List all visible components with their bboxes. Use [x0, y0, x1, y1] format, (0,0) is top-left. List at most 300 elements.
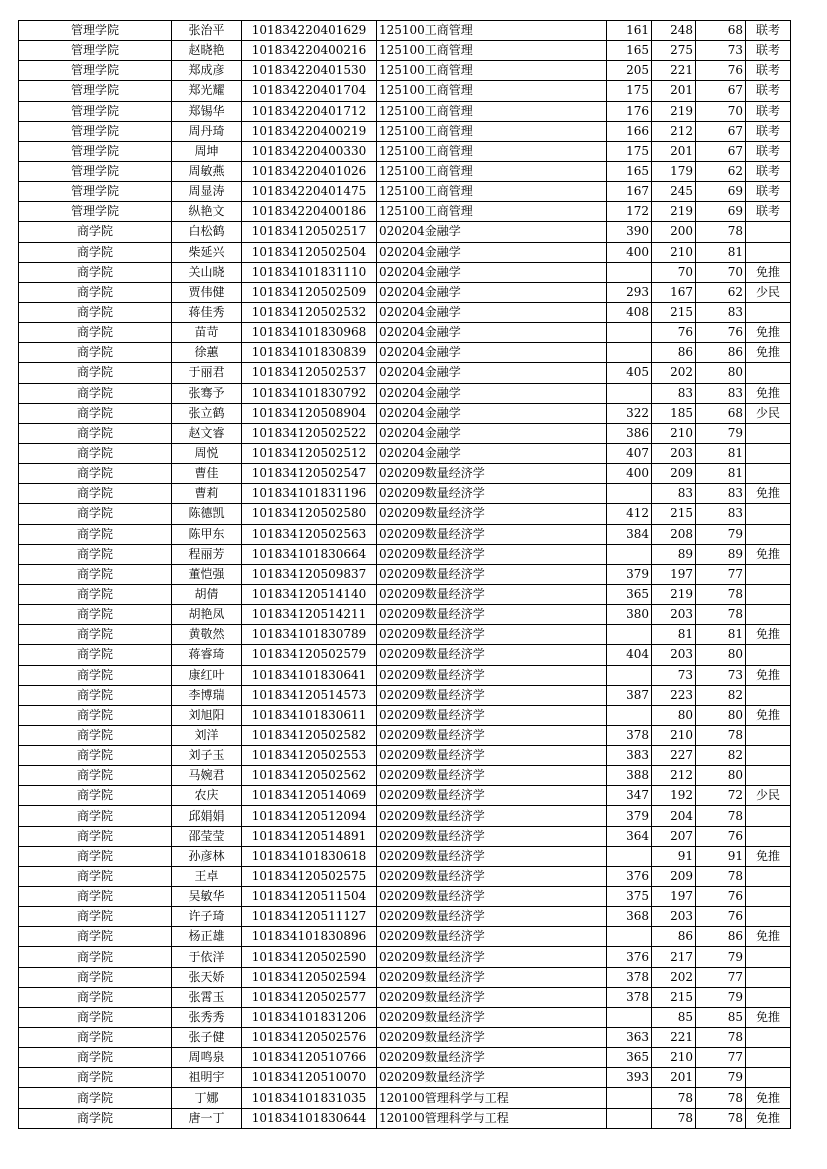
score-a-cell: [607, 705, 652, 725]
exam-id-cell: 101834120502577: [242, 987, 377, 1007]
total-score-cell: 81: [696, 242, 746, 262]
total-score-cell: 70: [696, 262, 746, 282]
table-row: [19, 383, 791, 403]
remark-cell: [746, 443, 791, 463]
exam-id-cell: 101834101831110: [242, 262, 377, 282]
exam-id-cell: 101834101831035: [242, 1088, 377, 1108]
exam-id-cell: 101834120511127: [242, 907, 377, 927]
student-name-cell: 吴敏华: [172, 887, 242, 907]
student-name-cell: 刘旭阳: [172, 705, 242, 725]
student-name-cell: 周悦: [172, 443, 242, 463]
exam-id-cell: 101834101830896: [242, 927, 377, 947]
score-a-cell: 379: [607, 806, 652, 826]
table-row: [19, 484, 791, 504]
student-name-cell: 张天娇: [172, 967, 242, 987]
total-score-cell: 78: [696, 1028, 746, 1048]
remark-cell: 少民: [746, 786, 791, 806]
exam-id-cell: 101834120514211: [242, 605, 377, 625]
total-score-cell: 79: [696, 947, 746, 967]
exam-id-cell: 101834101830618: [242, 846, 377, 866]
major-cell: 020209数量经济学: [377, 927, 607, 947]
exam-id-cell: 101834120502512: [242, 443, 377, 463]
exam-id-cell: 101834220400219: [242, 121, 377, 141]
total-score-cell: 83: [696, 302, 746, 322]
score-b-cell: 85: [652, 1007, 696, 1027]
student-name-cell: 康红叶: [172, 665, 242, 685]
student-name-cell: 邱娟娟: [172, 806, 242, 826]
college-cell: 商学院: [19, 1108, 172, 1128]
college-cell: 商学院: [19, 363, 172, 383]
major-cell: 020209数量经济学: [377, 907, 607, 927]
exam-id-cell: 101834101830792: [242, 383, 377, 403]
table-row: [19, 1068, 791, 1088]
score-b-cell: 215: [652, 302, 696, 322]
major-cell: 125100工商管理: [377, 182, 607, 202]
total-score-cell: 80: [696, 363, 746, 383]
student-name-cell: 刘子玉: [172, 746, 242, 766]
remark-cell: 联考: [746, 101, 791, 121]
remark-cell: 免推: [746, 484, 791, 504]
major-cell: 020209数量经济学: [377, 967, 607, 987]
exam-id-cell: 101834120502580: [242, 504, 377, 524]
major-cell: 125100工商管理: [377, 101, 607, 121]
college-cell: 商学院: [19, 786, 172, 806]
table-row: [19, 403, 791, 423]
table-row: [19, 1028, 791, 1048]
exam-id-cell: 101834120502563: [242, 524, 377, 544]
student-name-cell: 于依洋: [172, 947, 242, 967]
exam-id-cell: 101834120511504: [242, 887, 377, 907]
major-cell: 125100工商管理: [377, 21, 607, 41]
exam-id-cell: 101834120508904: [242, 403, 377, 423]
major-cell: 020204金融学: [377, 443, 607, 463]
score-a-cell: 393: [607, 1068, 652, 1088]
table-row: [19, 302, 791, 322]
admission-table: [18, 20, 791, 1129]
major-cell: 020204金融学: [377, 323, 607, 343]
remark-cell: [746, 302, 791, 322]
score-b-cell: 217: [652, 947, 696, 967]
score-a-cell: [607, 323, 652, 343]
score-a-cell: [607, 343, 652, 363]
exam-id-cell: 101834120502579: [242, 645, 377, 665]
total-score-cell: 70: [696, 101, 746, 121]
total-score-cell: 81: [696, 464, 746, 484]
college-cell: 商学院: [19, 1048, 172, 1068]
total-score-cell: 62: [696, 161, 746, 181]
major-cell: 020209数量经济学: [377, 605, 607, 625]
student-name-cell: 苗苛: [172, 323, 242, 343]
college-cell: 商学院: [19, 685, 172, 705]
remark-cell: [746, 584, 791, 604]
total-score-cell: 81: [696, 625, 746, 645]
remark-cell: 联考: [746, 182, 791, 202]
exam-id-cell: 101834101830839: [242, 343, 377, 363]
score-b-cell: 210: [652, 1048, 696, 1068]
score-a-cell: 376: [607, 947, 652, 967]
remark-cell: 免推: [746, 383, 791, 403]
score-a-cell: 322: [607, 403, 652, 423]
score-b-cell: 78: [652, 1108, 696, 1128]
table-row: [19, 121, 791, 141]
major-cell: 020204金融学: [377, 302, 607, 322]
student-name-cell: 陈德凯: [172, 504, 242, 524]
total-score-cell: 91: [696, 846, 746, 866]
remark-cell: [746, 967, 791, 987]
major-cell: 125100工商管理: [377, 41, 607, 61]
score-a-cell: 383: [607, 746, 652, 766]
table-row: [19, 323, 791, 343]
exam-id-cell: 101834120509837: [242, 564, 377, 584]
score-b-cell: 207: [652, 826, 696, 846]
score-a-cell: 376: [607, 866, 652, 886]
college-cell: 管理学院: [19, 101, 172, 121]
total-score-cell: 83: [696, 383, 746, 403]
major-cell: 020204金融学: [377, 363, 607, 383]
student-name-cell: 于丽君: [172, 363, 242, 383]
score-b-cell: 201: [652, 1068, 696, 1088]
table-row: [19, 504, 791, 524]
exam-id-cell: 101834120502522: [242, 423, 377, 443]
score-a-cell: [607, 484, 652, 504]
exam-id-cell: 101834220401712: [242, 101, 377, 121]
exam-id-cell: 101834220401026: [242, 161, 377, 181]
student-name-cell: 胡艳凤: [172, 605, 242, 625]
college-cell: 商学院: [19, 1028, 172, 1048]
score-b-cell: 204: [652, 806, 696, 826]
table-row: [19, 766, 791, 786]
table-row: [19, 907, 791, 927]
total-score-cell: 68: [696, 21, 746, 41]
student-name-cell: 白松鹤: [172, 222, 242, 242]
table-row: [19, 41, 791, 61]
score-a-cell: 166: [607, 121, 652, 141]
remark-cell: 免推: [746, 625, 791, 645]
major-cell: 125100工商管理: [377, 161, 607, 181]
score-a-cell: 400: [607, 242, 652, 262]
major-cell: 020204金融学: [377, 262, 607, 282]
student-name-cell: 徐蕙: [172, 343, 242, 363]
score-b-cell: 78: [652, 1088, 696, 1108]
student-name-cell: 曹莉: [172, 484, 242, 504]
student-name-cell: 祖明宇: [172, 1068, 242, 1088]
score-b-cell: 81: [652, 625, 696, 645]
table-row: [19, 81, 791, 101]
score-a-cell: 176: [607, 101, 652, 121]
table-row: [19, 443, 791, 463]
total-score-cell: 80: [696, 645, 746, 665]
score-a-cell: 347: [607, 786, 652, 806]
total-score-cell: 76: [696, 907, 746, 927]
score-b-cell: 201: [652, 141, 696, 161]
table-row: [19, 202, 791, 222]
major-cell: 020209数量经济学: [377, 665, 607, 685]
score-a-cell: 365: [607, 1048, 652, 1068]
major-cell: 125100工商管理: [377, 202, 607, 222]
college-cell: 商学院: [19, 947, 172, 967]
score-b-cell: 185: [652, 403, 696, 423]
score-b-cell: 212: [652, 121, 696, 141]
total-score-cell: 77: [696, 1048, 746, 1068]
total-score-cell: 62: [696, 282, 746, 302]
remark-cell: [746, 887, 791, 907]
table-row: [19, 242, 791, 262]
score-a-cell: 175: [607, 81, 652, 101]
remark-cell: 免推: [746, 1088, 791, 1108]
student-name-cell: 唐一丁: [172, 1108, 242, 1128]
table-row: [19, 343, 791, 363]
major-cell: 020209数量经济学: [377, 806, 607, 826]
student-name-cell: 陈甲东: [172, 524, 242, 544]
student-name-cell: 柴延兴: [172, 242, 242, 262]
college-cell: 商学院: [19, 464, 172, 484]
table-row: [19, 222, 791, 242]
exam-id-cell: 101834220401704: [242, 81, 377, 101]
total-score-cell: 85: [696, 1007, 746, 1027]
score-b-cell: 223: [652, 685, 696, 705]
table-row: [19, 987, 791, 1007]
score-a-cell: [607, 544, 652, 564]
exam-id-cell: 101834101830641: [242, 665, 377, 685]
college-cell: 商学院: [19, 323, 172, 343]
table-body: [19, 21, 791, 1129]
college-cell: 商学院: [19, 887, 172, 907]
score-b-cell: 76: [652, 323, 696, 343]
table-row: [19, 927, 791, 947]
college-cell: 商学院: [19, 605, 172, 625]
table-row: [19, 21, 791, 41]
total-score-cell: 73: [696, 665, 746, 685]
remark-cell: [746, 826, 791, 846]
exam-id-cell: 101834101830789: [242, 625, 377, 645]
remark-cell: 免推: [746, 665, 791, 685]
table-row: [19, 605, 791, 625]
college-cell: 管理学院: [19, 202, 172, 222]
major-cell: 020209数量经济学: [377, 725, 607, 745]
score-a-cell: 407: [607, 443, 652, 463]
score-b-cell: 219: [652, 202, 696, 222]
college-cell: 商学院: [19, 967, 172, 987]
score-b-cell: 219: [652, 584, 696, 604]
remark-cell: [746, 363, 791, 383]
college-cell: 商学院: [19, 846, 172, 866]
score-b-cell: 203: [652, 443, 696, 463]
major-cell: 125100工商管理: [377, 141, 607, 161]
student-name-cell: 张霄玉: [172, 987, 242, 1007]
exam-id-cell: 101834101831196: [242, 484, 377, 504]
score-a-cell: [607, 383, 652, 403]
remark-cell: 联考: [746, 202, 791, 222]
score-a-cell: 400: [607, 464, 652, 484]
table-row: [19, 685, 791, 705]
score-a-cell: 368: [607, 907, 652, 927]
exam-id-cell: 101834101830644: [242, 1108, 377, 1128]
remark-cell: [746, 1068, 791, 1088]
exam-id-cell: 101834101830664: [242, 544, 377, 564]
college-cell: 管理学院: [19, 61, 172, 81]
score-b-cell: 215: [652, 987, 696, 1007]
remark-cell: [746, 947, 791, 967]
exam-id-cell: 101834120510766: [242, 1048, 377, 1068]
score-a-cell: 172: [607, 202, 652, 222]
table-row: [19, 846, 791, 866]
college-cell: 管理学院: [19, 161, 172, 181]
student-name-cell: 周敏燕: [172, 161, 242, 181]
score-b-cell: 209: [652, 464, 696, 484]
score-a-cell: 412: [607, 504, 652, 524]
major-cell: 020209数量经济学: [377, 584, 607, 604]
student-name-cell: 赵文睿: [172, 423, 242, 443]
remark-cell: 免推: [746, 1108, 791, 1128]
table-row: [19, 544, 791, 564]
student-name-cell: 周坤: [172, 141, 242, 161]
remark-cell: [746, 1028, 791, 1048]
remark-cell: 免推: [746, 343, 791, 363]
score-a-cell: 386: [607, 423, 652, 443]
score-b-cell: 208: [652, 524, 696, 544]
college-cell: 管理学院: [19, 182, 172, 202]
remark-cell: 联考: [746, 161, 791, 181]
major-cell: 020209数量经济学: [377, 484, 607, 504]
student-name-cell: 李博瑞: [172, 685, 242, 705]
college-cell: 商学院: [19, 262, 172, 282]
table-row: [19, 806, 791, 826]
exam-id-cell: 101834101831206: [242, 1007, 377, 1027]
college-cell: 商学院: [19, 484, 172, 504]
total-score-cell: 89: [696, 544, 746, 564]
score-a-cell: 205: [607, 61, 652, 81]
remark-cell: 联考: [746, 21, 791, 41]
remark-cell: 免推: [746, 262, 791, 282]
college-cell: 商学院: [19, 343, 172, 363]
student-name-cell: 程丽芳: [172, 544, 242, 564]
table-row: [19, 101, 791, 121]
total-score-cell: 81: [696, 443, 746, 463]
score-a-cell: 364: [607, 826, 652, 846]
remark-cell: [746, 987, 791, 1007]
total-score-cell: 73: [696, 41, 746, 61]
exam-id-cell: 101834220401530: [242, 61, 377, 81]
exam-id-cell: 101834120502547: [242, 464, 377, 484]
major-cell: 020209数量经济学: [377, 524, 607, 544]
student-name-cell: 张秀秀: [172, 1007, 242, 1027]
major-cell: 020209数量经济学: [377, 544, 607, 564]
exam-id-cell: 101834120502576: [242, 1028, 377, 1048]
total-score-cell: 78: [696, 725, 746, 745]
table-row: [19, 61, 791, 81]
exam-id-cell: 101834220400330: [242, 141, 377, 161]
total-score-cell: 79: [696, 1068, 746, 1088]
student-name-cell: 邵莹莹: [172, 826, 242, 846]
score-b-cell: 210: [652, 423, 696, 443]
remark-cell: 联考: [746, 141, 791, 161]
major-cell: 020209数量经济学: [377, 564, 607, 584]
total-score-cell: 83: [696, 484, 746, 504]
total-score-cell: 78: [696, 866, 746, 886]
table-row: [19, 423, 791, 443]
college-cell: 管理学院: [19, 41, 172, 61]
score-b-cell: 203: [652, 907, 696, 927]
remark-cell: [746, 907, 791, 927]
remark-cell: 免推: [746, 846, 791, 866]
score-a-cell: 293: [607, 282, 652, 302]
major-cell: 120100管理科学与工程: [377, 1108, 607, 1128]
total-score-cell: 80: [696, 705, 746, 725]
remark-cell: 少民: [746, 282, 791, 302]
student-name-cell: 张子健: [172, 1028, 242, 1048]
total-score-cell: 82: [696, 685, 746, 705]
major-cell: 020209数量经济学: [377, 987, 607, 1007]
score-a-cell: 384: [607, 524, 652, 544]
college-cell: 商学院: [19, 504, 172, 524]
total-score-cell: 69: [696, 202, 746, 222]
score-b-cell: 89: [652, 544, 696, 564]
score-a-cell: 161: [607, 21, 652, 41]
college-cell: 商学院: [19, 222, 172, 242]
score-a-cell: 167: [607, 182, 652, 202]
total-score-cell: 68: [696, 403, 746, 423]
score-a-cell: 365: [607, 584, 652, 604]
score-a-cell: 388: [607, 766, 652, 786]
major-cell: 020204金融学: [377, 423, 607, 443]
total-score-cell: 78: [696, 806, 746, 826]
exam-id-cell: 101834120514573: [242, 685, 377, 705]
student-name-cell: 赵晓艳: [172, 41, 242, 61]
score-b-cell: 83: [652, 383, 696, 403]
total-score-cell: 67: [696, 121, 746, 141]
exam-id-cell: 101834120502504: [242, 242, 377, 262]
score-a-cell: [607, 1007, 652, 1027]
exam-id-cell: 101834120514891: [242, 826, 377, 846]
total-score-cell: 78: [696, 605, 746, 625]
exam-id-cell: 101834120502553: [242, 746, 377, 766]
total-score-cell: 76: [696, 826, 746, 846]
remark-cell: 免推: [746, 323, 791, 343]
remark-cell: 免推: [746, 705, 791, 725]
college-cell: 商学院: [19, 282, 172, 302]
score-b-cell: 221: [652, 1028, 696, 1048]
major-cell: 020209数量经济学: [377, 866, 607, 886]
table-row: [19, 967, 791, 987]
score-a-cell: 379: [607, 564, 652, 584]
college-cell: 商学院: [19, 645, 172, 665]
score-b-cell: 197: [652, 887, 696, 907]
score-b-cell: 86: [652, 343, 696, 363]
major-cell: 020209数量经济学: [377, 625, 607, 645]
score-b-cell: 86: [652, 927, 696, 947]
total-score-cell: 76: [696, 323, 746, 343]
major-cell: 020209数量经济学: [377, 1068, 607, 1088]
score-a-cell: [607, 927, 652, 947]
college-cell: 商学院: [19, 987, 172, 1007]
exam-id-cell: 101834120502575: [242, 866, 377, 886]
major-cell: 120100管理科学与工程: [377, 1088, 607, 1108]
student-name-cell: 关山晓: [172, 262, 242, 282]
student-name-cell: 蒋睿琦: [172, 645, 242, 665]
student-name-cell: 郑光耀: [172, 81, 242, 101]
college-cell: 商学院: [19, 907, 172, 927]
remark-cell: 免推: [746, 927, 791, 947]
remark-cell: [746, 504, 791, 524]
table-row: [19, 182, 791, 202]
total-score-cell: 79: [696, 524, 746, 544]
major-cell: 020209数量经济学: [377, 504, 607, 524]
remark-cell: [746, 866, 791, 886]
table-row: [19, 826, 791, 846]
total-score-cell: 67: [696, 141, 746, 161]
table-row: [19, 665, 791, 685]
major-cell: 125100工商管理: [377, 121, 607, 141]
